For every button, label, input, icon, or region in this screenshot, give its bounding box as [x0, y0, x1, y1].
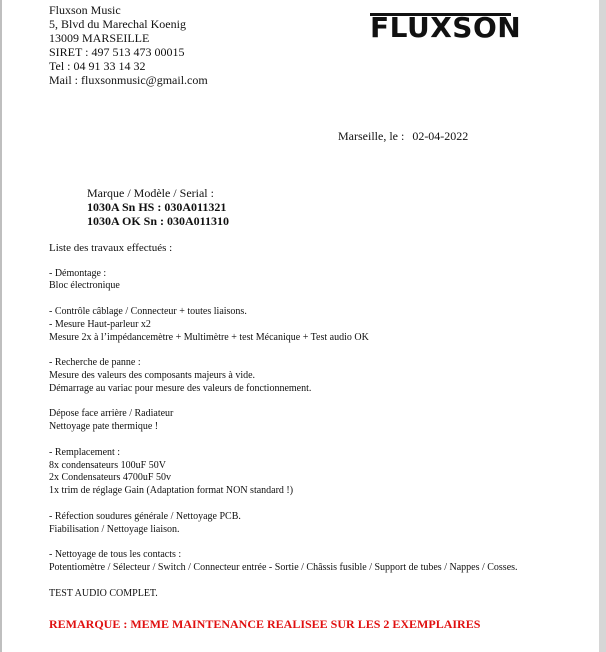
work-line: - Remplacement : [49, 446, 121, 458]
work-line: - Démontage : [49, 267, 107, 279]
device-serial-line: 1030A Sn HS : 030A011321 [87, 200, 227, 214]
sender-line: Mail : fluxsonmusic@gmail.com [49, 73, 208, 87]
work-line: Fiabilisation / Nettoyage liaison. [49, 523, 180, 535]
work-line: TEST AUDIO COMPLET. [49, 587, 158, 599]
work-intro: Liste des travaux effectués : [49, 242, 173, 254]
date-line [338, 129, 468, 144]
sender-line: 5, Blvd du Marechal Koenig [49, 17, 186, 31]
work-section [49, 357, 518, 395]
work-line: Démarrage au variac pour mesure des valeurs de fonctionnement. [49, 382, 312, 394]
work-line: - Réfection soudures générale / Nettoyage PCB. [49, 510, 241, 522]
work-line: - Nettoyage de tous les contacts : [49, 549, 182, 561]
work-section [49, 408, 518, 434]
remark-line: REMARQUE : MEME MAINTENANCE REALISEE SUR LES 2 EXEMPLAIRES [49, 617, 481, 631]
device-serial-line: 1030A OK Sn : 030A011310 [87, 214, 230, 228]
work-line: Dépose face arrière / Radiateur [49, 408, 174, 420]
work-line: - Recherche de panne : [49, 357, 141, 369]
work-section [49, 268, 518, 294]
work-line: Potentiomètre / Sélecteur / Switch / Connecteur entrée - Sortie / Châssis fusible / Support de tubes / Nappes / Cosses. [49, 561, 518, 573]
work-section [49, 549, 518, 575]
work-section [49, 447, 518, 498]
work-line: 1x trim de réglage Gain (Adaptation format NON standard !) [49, 485, 294, 497]
work-line: 2x Condensateurs 4700uF 50v [49, 472, 171, 484]
sender-line: 13009 MARSEILLE [49, 31, 150, 45]
work-line: - Mesure Haut-parleur x2 [49, 318, 151, 330]
work-line: Bloc électronique [49, 280, 120, 292]
date-label: Marseille, le : [338, 129, 405, 143]
work-line: 8x condensateurs 100uF 50V [49, 459, 166, 471]
work-line: - Contrôle câblage / Connecteur + toutes liaisons. [49, 305, 247, 317]
device-heading: Marque / Modèle / Serial : [87, 186, 214, 200]
work-line: Mesure des valeurs des composants majeurs à vide. [49, 369, 256, 381]
sender-line: Tel : 04 91 33 14 32 [49, 59, 146, 73]
work-line: Mesure 2x à l’impédancemètre + Multimètre + test Mécanique + Test audio OK [49, 331, 369, 343]
fluxson-logo: FLUXSON [370, 11, 522, 44]
page-left-border [0, 0, 2, 652]
date-value: 02-04-2022 [412, 129, 469, 143]
window-scrollbar-edge[interactable] [599, 0, 606, 652]
work-section [49, 306, 518, 344]
work-line: Nettoyage pate thermique ! [49, 421, 159, 433]
sender-line: Fluxson Music [49, 3, 121, 17]
work-list [49, 242, 518, 613]
sender-address-block [49, 3, 208, 87]
sender-line: SIRET : 497 513 473 00015 [49, 45, 185, 59]
work-section [49, 588, 518, 601]
work-section [49, 511, 518, 537]
device-block [87, 186, 229, 228]
